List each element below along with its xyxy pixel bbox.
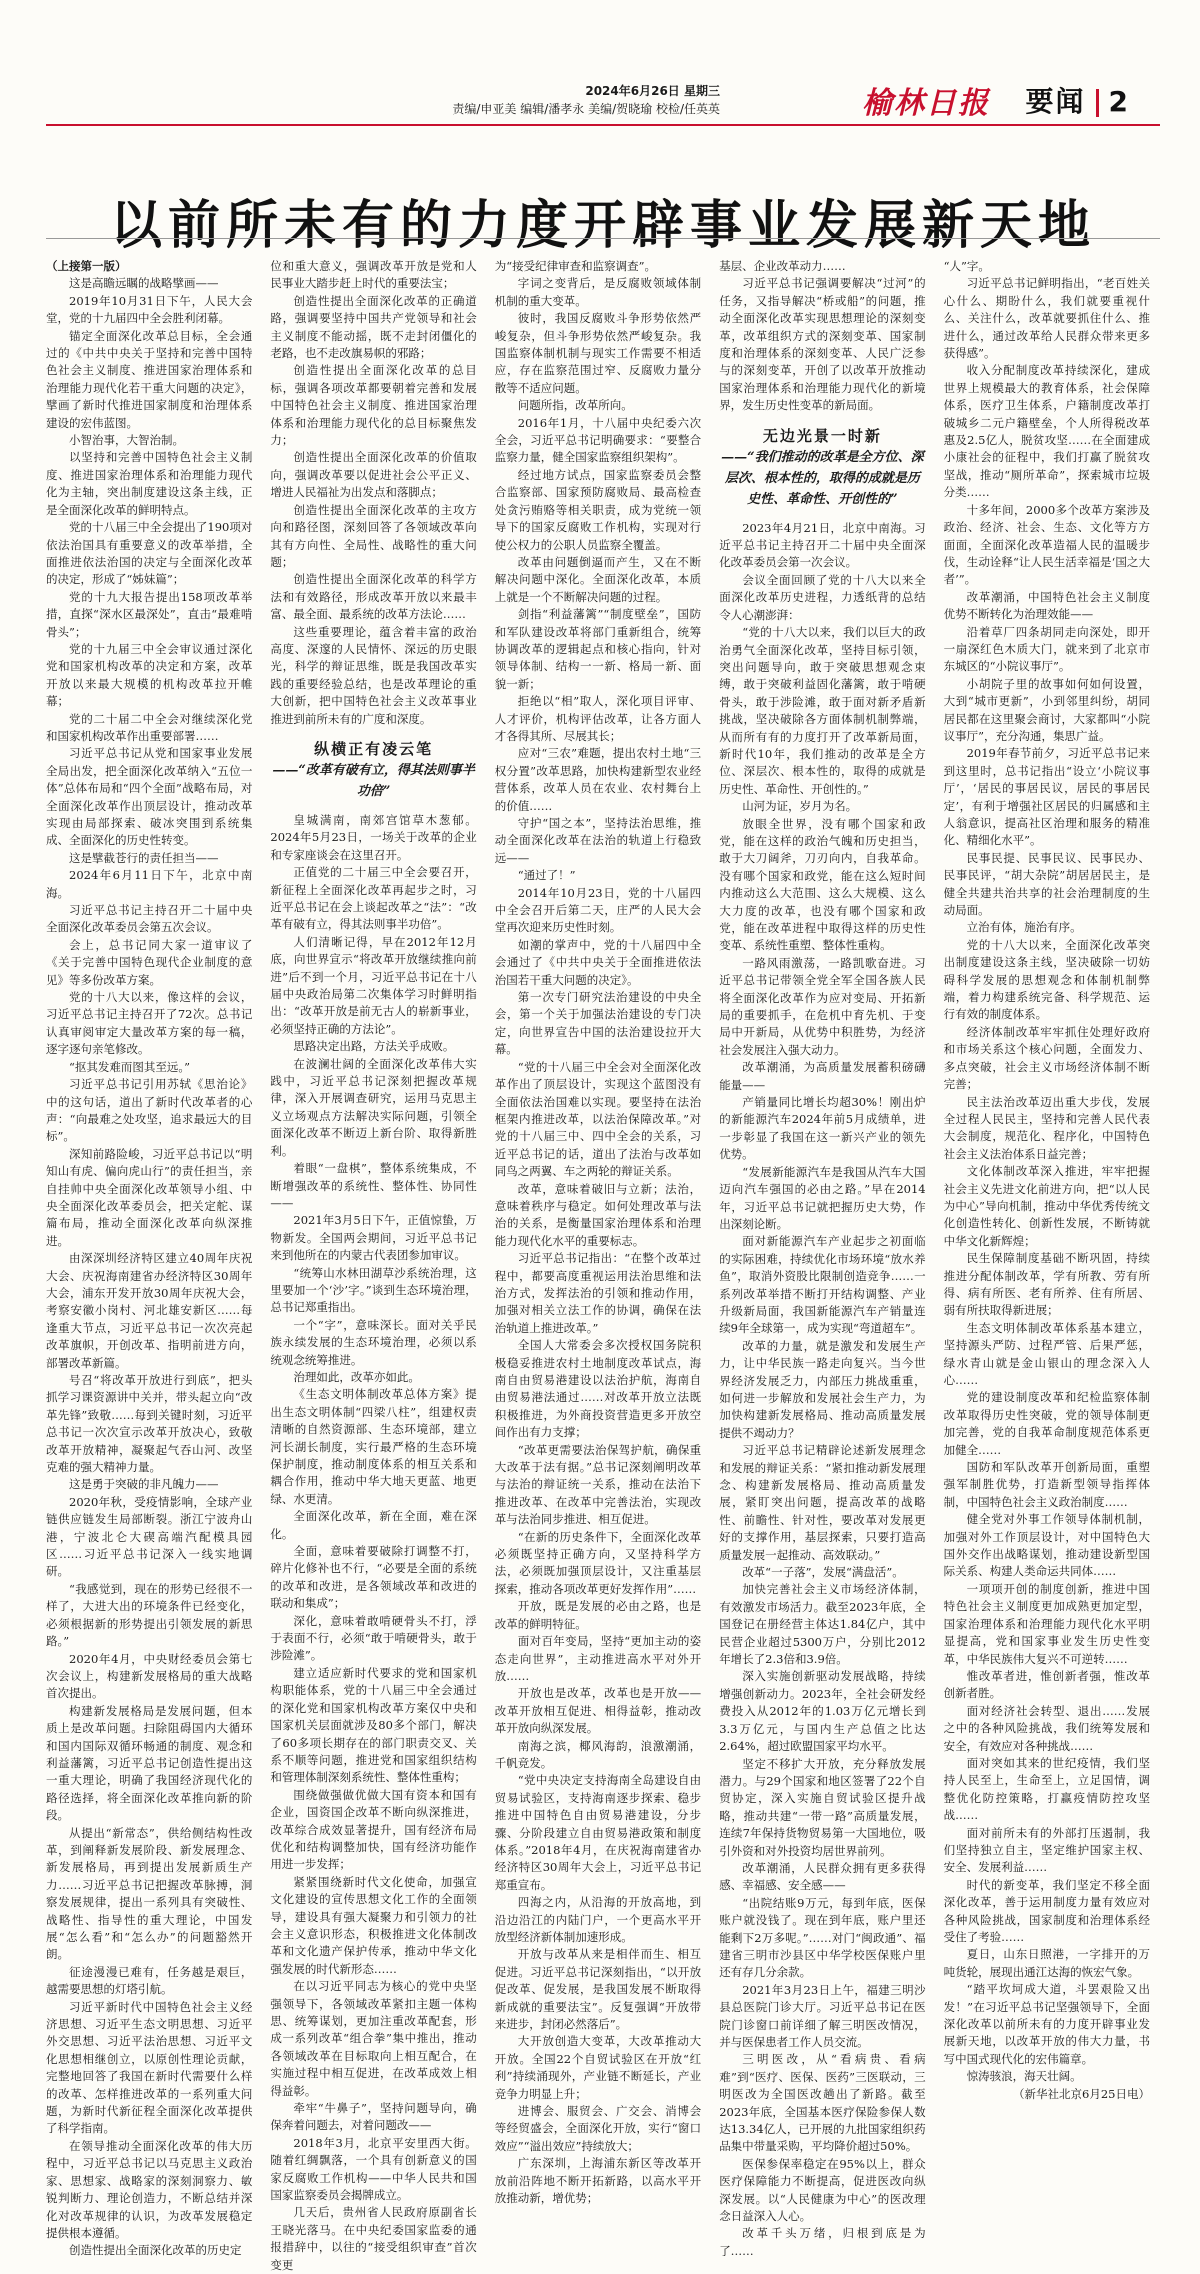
article-paragraph: 基层、企业改革动力…… <box>719 259 846 273</box>
article-paragraph: 十多年间，2000多个改革方案涉及政治、经济、社会、生态、文化等方方面面，全面深化改革造福人民的温暖步伐，生动诠释“让人民生活幸福是‘国之大者’”。 <box>943 502 1150 587</box>
article-paragraph: 创造性提出全面深化改革的历史定 <box>69 2243 242 2258</box>
article-paragraph: 2021年3月5日下午，正值惊蛰，万物新发。全国两会期间，习近平总书记来到他所在的内蒙古代表团参加审议。 <box>270 1213 477 1263</box>
article-body <box>46 258 1150 2272</box>
article-paragraph: 拒绝以“相”取人，深化项目评审、人才评价，机构评估改革，让各方面人才各得其所、尽展其长； <box>494 694 702 743</box>
article-paragraph: 2018年3月，北京平安里西大街。随着红绸飘落，一个具有创新意义的国家反腐败工作机构——中华人民共和国国家监察委员会揭牌成立。 <box>270 2135 477 2203</box>
issue-date: 2024年6月26日 星期三 <box>585 84 720 98</box>
article-paragraph: 应对“三农”难题，提出农村土地“三权分置”改革思路，加快构建新型农业经营体系，改革人员在农业、农村舞台上的价值…… <box>494 746 702 813</box>
article-column <box>46 258 252 2274</box>
article-paragraph: 习近平总书记精辟论述新发展理念和发展的辩证关系：“紧扣推动新发展理念、构建新发展格局、推动高质量发展，紧盯突出问题，提高改革的战略性、前瞻性、针对性，要改革对发展更好的支撑作用，基层探索，只要打造高质量发展一起推动、高效联动。” <box>719 1443 926 1562</box>
article-paragraph: 治理如此，改革亦如此。 <box>293 1369 420 1384</box>
article-paragraph: 民主法治改革迈出重大步伐，发展全过程人民民主，坚持和完善人民代表大会制度，规范化、程序化，中国特色社会主义法治体系日益完善； <box>943 1094 1150 1161</box>
article-paragraph: 习近平总书记强调要解决“过河”的任务，又指导解决“桥或船”的问题，推动全面深化改革实现思想理论的深刻变革，改革组织方式的深刻变革、国家制度和治理体系的深刻变革、人民广泛参与的深刻变革，开创了以改革开放推动国家治理体系和治理能力现代化的新境界，发生历史性变革的新局面。 <box>719 276 926 413</box>
article-paragraph: 创造性提出全面深化改革的正确道路，强调要坚持中国共产党领导和社会主义制度不能动摇，既不走封闭僵化的老路，也不走改旗易帜的邪路； <box>270 293 477 361</box>
article-paragraph: 医保参保率稳定在95%以上，群众医疗保障能力不断提高，促进医改向纵深发展。以“人民健康为中心”的医改理念日益深入人心。 <box>719 2156 926 2224</box>
article-paragraph: 字词之变背后，是反腐败领域体制机制的重大变革。 <box>494 276 702 308</box>
article-paragraph: 收入分配制度改革持续深化，建成世界上规模最大的教育体系，社会保障体系，医疗卫生体系，户籍制度改革打破城乡二元户籍壁垒，个人所得税改革惠及2.5亿人，脱贫攻坚……在全面建成小康社会的征程中，我们打赢了脱贫攻坚战，推动“厕所革命”，探索城市垃圾分类…… <box>943 363 1150 500</box>
article-paragraph: 党的十九届三中全会审议通过深化党和国家机构改革的决定和方案，改革开放以来最大规模的机构改革拉开帷幕； <box>46 641 253 709</box>
subhead-subtitle: ——“改革有破有立，得其法则事半功倍” <box>272 762 475 799</box>
article-paragraph: 2021年3月23日上午，福建三明沙县总医院门诊大厅。习近平总书记在医院门诊窗口前详细了解三明医改情况，并与医保患者工作人员交流。 <box>719 1982 926 2049</box>
section-name: 要闻 <box>1025 85 1086 118</box>
article-paragraph: 改革潮涌，为高质量发展蓄积磅礴能量—— <box>719 1060 926 1092</box>
section-label <box>1026 80 1131 120</box>
article-paragraph: 党的十八大以来，全面深化改革突出制度建设这条主线，坚决破除一切妨碍科学发展的思想观念和体制机制弊端，着力构建系统完备、科学规范、运行有效的制度体系。 <box>943 937 1150 1022</box>
article-paragraph: 紧紧围绕新时代文化使命，加强宣文化建设的宣传思想文化工作的全面领导，建设具有强大凝聚力和引领力的社会主义意识形态，积极推进文化体制改革和文化遗产保护传承，推动中华文化强发展的时代新形态…… <box>270 1874 477 1976</box>
article-paragraph: 进博会、服贸会、广交会、消博会等经贸盛会，全面深化开放，实行“窗口效应”“溢出效应”持续放大； <box>494 2104 702 2153</box>
article-column <box>719 258 925 2274</box>
article-paragraph: 2019年10月31日下午，人民大会堂，党的十九届四中全会胜利闭幕。 <box>46 293 253 326</box>
article-paragraph: 如潮的掌声中，党的十八届四中全会通过了《中共中央关于全面推进依法治国若干重大问题的决定》。 <box>494 937 702 987</box>
article-paragraph: 构建新发展格局是发展问题，但本质上是改革问题。扫除阻碍国内大循环和国内国际双循环畅通的制度、观念和利益藩篱，习近平总书记创造性提出这一重大理论，明确了我国经济现代化的路径选择，将全面深化改革推向新的阶段。 <box>46 1703 253 1823</box>
article-paragraph: 2019年春节前夕，习近平总书记来到这里时，总书记指出“设立‘小院议事厅’，‘居民的事居民议，居民的事居民定’，有利于增强社区居民的归属感和主人翁意识，提高社区治理和服务的精准化、精细化水平”。 <box>943 746 1150 848</box>
article-paragraph: 正值党的二十届三中全会要召开，新征程上全面深化改革再起步之时，习近平总书记在会上谈起改革之“法”：“改革有破有立，得其法则事半功倍”。 <box>270 865 477 932</box>
article-paragraph: （新华社北京6月25日电） <box>1013 2086 1150 2101</box>
article-paragraph: 广东深圳，上海浦东新区等改革开放前沿阵地不断开拓新路，以高水平开放推动新，增优势； <box>494 2156 702 2206</box>
article-paragraph: 锚定全面深化改革总目标，全会通过的《中共中央关于坚持和完善中国特色社会主义制度、推进国家治理体系和治理能力现代化若干重大问题的决定》，擘画了新时代推进国家制度和治理体系建设的宏伟蓝图。 <box>46 328 253 430</box>
article-paragraph: 习近平总书记指出：“在整个改革过程中，都要高度重视运用法治思维和法治方式，发挥法治的引领和推动作用，加强对相关立法工作的协调，确保在法治轨道上推进改革。” <box>494 1251 702 1335</box>
article-paragraph: 位和重大意义，强调改革开放是党和人民事业大踏步赶上时代的重要法宝； <box>270 259 477 291</box>
headline-rule <box>46 238 1160 239</box>
article-paragraph: 2023年4月21日，北京中南海。习近平总书记主持召开二十届中央全面深化改革委员会第一次会议。 <box>719 520 926 570</box>
article-paragraph: “我感觉到，现在的形势已经很不一样了，大进大出的环境条件已经变化，必须根据新的形势提出引领发展的新思路。” <box>46 1581 253 1649</box>
article-paragraph: 面对百年变局，坚持“更加主动的姿态走向世界”，主动推进高水平对外开放…… <box>494 1634 702 1683</box>
article-paragraph: 惊涛骇浪，海天壮阔。 <box>966 2069 1082 2084</box>
article-paragraph: 一个“字”，意味深长。面对关乎民族永续发展的生态环境治理，必须以系统观念统筹推进。 <box>270 1317 477 1367</box>
article-paragraph: 从提出“新常态”，供给侧结构性改革，到阐释新发展阶段、新发展理念、新发展格局，再到提出发展新质生产力……习近平总书记把握改革脉搏，洞察发展规律，提出一系列具有突破性、战略性、指导性的重大理论，中国发展“怎么看”和“怎么办”的问题豁然开朗。 <box>46 1825 253 1962</box>
subhead-title: 无边光景一时新 <box>762 426 882 445</box>
article-paragraph: 南海之滨，椰风海韵，浪激潮涌，千帆竞发。 <box>494 1738 702 1770</box>
article-paragraph: 这些重要理论，蕴含着丰富的政治高度、深邃的人民情怀、深远的历史眼光，科学的辩证思维，既是我国改革实践的重要经验总结，也是改革理论的重大创新，把中国特色社会主义改革事业推进到前所未有的广度和深度。 <box>270 624 477 726</box>
article-paragraph: “发展新能源汽车是我国从汽车大国迈向汽车强国的必由之路。”早在2014年，习近平总书记就把握历史大势，作出深刻论断。 <box>719 1164 926 1231</box>
article-paragraph: 在以习近平同志为核心的党中央坚强领导下，各领域改革紧扣主题一体构思、统筹谋划，更加注重改革配套，形成一系列改革“组合拳”集中推出，推动各领域改革在目标取向上相互配合，在实施过程中相互促进，在改革成效上相得益彰。 <box>270 1979 477 2098</box>
article-paragraph: 守护“国之本”，坚持法治思维，推动全面深化改革在法治的轨道上行稳致远—— <box>494 816 702 865</box>
section-subhead <box>719 425 925 510</box>
article-paragraph: 放眼全世界，没有哪个国家和政党，能在这样的政治气魄和历史担当，敢于大刀阔斧，刀刃向内，自我革命。没有哪个国家和政党，能在这么短时间内推动这么大范围、这么大规模、这么大力度的改革，也没有哪个国家和政党，能在改革进程中取得这样的历史性变革、系统性重塑、整体性重构。 <box>719 816 926 953</box>
article-paragraph: 会议全面回顾了党的十八大以来全面深化改革历史进程，力透纸背的总结令人心潮澎湃： <box>719 572 926 622</box>
article-paragraph: 人们清晰记得，早在2012年12月底，向世界宣示“将改革开放继续推向前进”后不到一个月，习近平总书记在十八届中央政治局第二次集体学习时鲜明指出：“改革开放是前无古人的崭新事业，必须坚持正确的方法论”。 <box>270 934 477 1036</box>
article-paragraph: “党的十八大以来，我们以巨大的政治勇气全面深化改革，坚持目标引领，突出问题导向，敢于突破思想观念束缚，敢于突破利益固化藩篱，敢于啃硬骨头，敢于涉险滩，敢于面对新矛盾新挑战，坚决破除各方面体制机制弊端，从而所有有的力度打开了改革新局面，新时代10年，我们推动的改革是全方位、深层次、根本性的，取得的成就是历史性、革命性、开创性的。” <box>719 625 926 796</box>
article-paragraph: 健全党对外事工作领导体制机制，加强对外工作顶层设计，对中国特色大国外交作出战略谋划，推动建设新型国际关系、构建人类命运共同体…… <box>943 1512 1150 1579</box>
article-column <box>944 258 1150 2274</box>
article-paragraph: 小胡院子里的故事如何如何设置，大到“城市更新”，小到邻里纠纷，胡同居民都在这里聚会商讨，大家都叫“小院议事厅”，充分沟通，集思广益。 <box>943 676 1150 743</box>
article-paragraph: 在波澜壮阔的全面深化改革伟大实践中，习近平总书记深刻把握改革规律，深入开展调查研究，运用马克思主义立场观点方法解决实际问题，引领全面深化改革不断迈上新台阶、取得新胜利。 <box>270 1056 477 1158</box>
article-paragraph: 立治有体，施治有序。 <box>966 920 1082 935</box>
subhead-title: 纵横正有凌云笔 <box>314 739 434 758</box>
article-paragraph: 改革的力量，就是激发和发展生产力，让中华民族一路走向复兴。当今世界经济发展乏力，内部压力挑战重重，如何进一步解放和发展社会生产力，为加快构建新发展格局、推动高质量发展提供不竭动力？ <box>719 1338 926 1440</box>
article-paragraph: “通过了！” <box>517 868 576 883</box>
article-paragraph: 国防和军队改革开创新局面，重塑强军制胜优势，打造新型领导指挥体制，中国特色社会主义政治制度…… <box>943 1460 1150 1509</box>
article-paragraph: 经过地方试点，国家监察委员会整合监察部、国家预防腐败局、最高检查处贪污贿赂等相关职责，成为党统一领导下的国家反腐败工作机构，实现对行使公权力的公职人员监察全覆盖。 <box>494 467 702 552</box>
article-paragraph: 民事民提、民事民议、民事民办、民事民评，“胡大杂院”胡居居民主，是健全共建共治共享的社会治理制度的生动局面。 <box>943 850 1150 918</box>
article-paragraph: 面对突如其来的世纪疫情，我们坚持人民至上，生命至上，立足国情，调整优化防控策略，打赢疫情防控攻坚战…… <box>943 1755 1150 1823</box>
article-paragraph: 围绕做强做优做大国有资本和国有企业，国资国企改革不断向纵深推进，改革综合成效显著提升，国有经济布局优化和结构调整加快，国有经济功能作用进一步发挥； <box>270 1787 477 1872</box>
article-paragraph: （上接第一版） <box>46 259 127 273</box>
article-paragraph: 深知前路险峻，习近平总书记以“明知山有虎、偏向虎山行”的责任担当，亲自挂帅中央全面深化改革领导小组、中央全面深化改革委员会，把关定舵、谋篇布局，推动全面深化改革向纵深推进。 <box>46 1146 253 1248</box>
article-paragraph: 剑指“利益藩篱”“制度壁垒”，国防和军队建设改革将部门重新组合，统筹协调改革的逻辑起点和核心指向，针对领导体制、结构一一新、格局一新、面貌一新； <box>494 607 702 691</box>
article-paragraph: 一项项开创的制度创新，推进中国特色社会主义制度更加成熟更加定型，国家治理体系和治理能力现代化水平明显提高，党和国家事业发生历史性变革，中华民族伟大复兴不可逆转…… <box>943 1581 1150 1666</box>
article-paragraph: 全面，意味着要破除打调整不打，碎片化修补也不行，“必要是全面的系统的改革和改进，是各领域改革和改进的联动和集成”； <box>270 1544 477 1611</box>
article-paragraph: 文化体制改革深入推进，牢牢把握社会主义先进文化前进方向，把“以人民为中心”导向机制，推动中华优秀传统文化创造性转化、创新性发展，不断铸就中华文化新辉煌； <box>943 1164 1150 1248</box>
article-paragraph: 党的十九大报告提出158项改革举措，直探“深水区最深处”，直击“最难啃骨头”； <box>46 589 253 639</box>
article-paragraph: 一路风雨激荡，一路凯歌奋进。习近平总书记带领全党全军全国各族人民将全面深化改革作为应对变局、开拓新局的重要抓手，在危机中育先机、于变局中开新局，从优势中积胜势，为经济社会发展注入强大动力。 <box>719 955 926 1057</box>
article-paragraph: 改革“一子落”，发展“满盘活”。 <box>742 1565 904 1580</box>
article-paragraph: 产销量同比增长均超30%！刚出炉的新能源汽车2024年前5月成绩单，进一步彰显了我国在这一新兴产业的领先优势。 <box>719 1095 926 1162</box>
article-paragraph: 牵牢“牛鼻子”，坚持问题导向，确保奔着问题去，对着问题改—— <box>270 2101 477 2133</box>
article-paragraph: 改革，意味着破旧与立新；法治，意味着秩序与稳定。如何处理改革与法治的关系，是衡量国家治理体系和治理能力现代化水平的重要标志。 <box>494 1181 702 1248</box>
article-column <box>495 258 701 2274</box>
article-paragraph: 由深深圳经济特区建立40周年庆祝大会、庆祝海南建省办经济特区30周年大会，浦东开发开放30周年庆祝大会，考察安徽小岗村、河北雄安新区……每逢重大节点，习近平总书记一次次亮起改革旗帜，开创改革、指明前进方向，部署改革新篇。 <box>46 1251 253 1370</box>
article-paragraph: 沿着草厂四条胡同走向深处，即开一扇深红色木质大门，就来到了北京市东城区的“小院议事厅”。 <box>943 624 1150 674</box>
article-paragraph: 以坚持和完善中国特色社会主义制度、推进国家治理体系和治理能力现代化为主轴，突出制度建设这条主线，正是全面深化改革的鲜明特点。 <box>46 450 253 517</box>
article-paragraph: 习近平总书记从党和国家事业发展全局出发，把全面深化改革纳入“五位一体”总体布局和“四个全面”战略布局，对全面深化改革作出顶层设计，推动改革实现由局部探索、破冰突围到系统集成、全面深化的历史性转变。 <box>46 746 253 848</box>
masthead-info <box>452 82 720 118</box>
article-paragraph: 小智治事，大智治制。 <box>69 433 184 448</box>
article-paragraph: 开放与改革从来是相伴而生、相互促进。习近平总书记深刻指出，“以开放促改革、促发展，是我国发展不断取得新成就的重要法宝”。反复强调“开放带来进步，封闭必然落后”。 <box>494 1947 702 2032</box>
article-paragraph: 几天后，贵州省人民政府原副省长王晓光落马。在中央纪委国家监委的通报措辞中，以往的“接受组织审查”首次变更 <box>270 2205 477 2272</box>
article-paragraph: 改革潮涌，中国特色社会主义制度优势不断转化为治理效能—— <box>943 589 1150 622</box>
article-paragraph: “党中央决定支持海南全岛建设自由贸易试验区，支持海南逐步探索、稳步推进中国特色自由贸易港建设，分步骤、分阶段建立自由贸易港政策和制度体系。”2018年4月，在庆祝海南建省办经济特区30周年大会上，习近平总书记郑重宣布。 <box>494 1773 702 1892</box>
article-paragraph: 夏日，山东日照港，一字排开的万吨货轮，展现出通江达海的恢宏气象。 <box>943 1947 1150 1979</box>
section-divider <box>1096 89 1099 117</box>
article-paragraph: “出院结账9万元，每到年底，医保账户就没钱了。现在到年底，账户里还能剩下2万多呢。”……对门“闽政通”、福建省三明市沙县区中华学校医保账户里还有存几分余款。 <box>719 1895 926 1980</box>
article-paragraph: 第一次专门研究法治建设的中央全会，第一个关于加强法治建设的专门决定，向世界宣告中国的法治建设拉开大幕。 <box>494 990 702 1057</box>
masthead-rule <box>46 124 1160 126</box>
article-paragraph: 为“接受纪律审查和监察调查”。 <box>494 259 657 273</box>
article-paragraph: 2020年4月，中央财经委员会第七次会议上，构建新发展格局的重大战略首次提出。 <box>46 1651 253 1701</box>
article-paragraph: 创造性提出全面深化改革的主攻方向和路径图，深刻回答了各领域改革向其有方向性、全局性、战略性的重大问题； <box>270 502 477 569</box>
page-headline: 以前所未有的力度开辟事业发展新天地 <box>109 195 1096 256</box>
subhead-subtitle: ——“我们推动的改革是全方位、深层次、根本性的，取得的成就是历史性、革命性、开创性的” <box>721 449 924 507</box>
article-paragraph: 改革由问题倒逼而产生，又在不断解决问题中深化。全面深化改革，本质上就是一个不断解决问题的过程。 <box>494 554 702 604</box>
article-paragraph: 这是擘截苍行的责任担当—— <box>69 850 219 865</box>
article-paragraph: 党的建设制度改革和纪检监察体制改革取得历史性突破，党的领导体制更加完善，党的自我革命制度规范体系更加健全…… <box>943 1390 1150 1457</box>
article-paragraph: “抠其发难而图其至远。” <box>69 1059 191 1074</box>
article-paragraph: “在新的历史条件下，全面深化改革必须既坚持正确方向，又坚持科学方法，必须既加强顶层设计，又注重基层探索，推动各项改革更好发挥作用”…… <box>494 1529 702 1596</box>
article-paragraph: 全国人大常委会多次授权国务院积极稳妥推进农村土地制度改革试点，海南自由贸易港建设以法治护航，海南自由贸易港法通过……对改革开放立法既积极推进，为外商投资营造更多开放空间作出有力支撑； <box>494 1338 702 1440</box>
article-paragraph: 三明医改，从“看病贵、看病难”到“医疗、医保、医药”三医联动，三明医改为全国医改趟出了新路。截至2023年底，全国基本医疗保险参保人数达13.34亿人，已开展的九批国家组织药品集中带量采购，平均降价超过50%。 <box>719 2052 926 2154</box>
article-paragraph: 开放，既是发展的必由之路，也是改革的鲜明特征。 <box>494 1599 702 1631</box>
article-paragraph: 党的二十届二中全会对继续深化党和国家机构改革作出重要部署…… <box>46 711 253 743</box>
article-paragraph: 创造性提出全面深化改革的科学方法和有效路径，形成改革开放以来最丰富、最全面、最系统的改革方法论…… <box>270 572 477 622</box>
article-paragraph: 经济体制改革牢牢抓住处理好政府和市场关系这个核心问题，全面发力、多点突破，社会主义市场经济体制不断完善； <box>943 1024 1150 1092</box>
article-paragraph: 民生保障制度基础不断巩固，持续推进分配体制改革，学有所教、劳有所得、病有所医、老有所养、住有所居、弱有所扶取得新进展； <box>943 1251 1150 1318</box>
article-paragraph: 这是高瞻远瞩的战略擘画—— <box>69 276 219 291</box>
article-paragraph: 创造性提出全面深化改革的价值取向，强调改革要以促进社会公平正义、增进人民福祉为出发点和落脚点； <box>270 450 477 500</box>
article-paragraph: 彼时，我国反腐败斗争形势依然严峻复杂，但斗争形势依然严峻复杂。我国监察体制机制与现实工作需要不相适应，存在监察范围过窄、反腐败力量分散等不适应问题。 <box>494 311 702 395</box>
article-paragraph: 皇城满南，南郊宫馆草木葱郁。2024年5月23日，一场关于改革的企业和专家座谈会在这里召开。 <box>270 812 477 862</box>
article-paragraph: 深入实施创新驱动发展战略，持续增强创新动力。2023年，全社会研发经费投入从2012年的1.03万亿元增长到3.3万亿元，与国内生产总值之比达2.64%，超过欧盟国家平均水平。 <box>719 1669 926 1754</box>
article-paragraph: 2024年6月11日下午，北京中南海。 <box>46 868 253 900</box>
article-paragraph: “统筹山水林田湖草沙系统治理，这里要加一个‘沙’字。”谈到生态环境治理，总书记郑重指出。 <box>270 1265 477 1315</box>
article-paragraph: 在领导推动全面深化改革的伟大历程中，习近平总书记以马克思主义政治家、思想家、战略家的深刻洞察力、敏锐判断力、理论创造力，不断总结并深化对改革规律的认识，为改革发展稳定提供根本遵循。 <box>46 2138 253 2240</box>
article-paragraph: 《生态文明体制改革总体方案》提出生态文明体制“四梁八柱”，组建权责清晰的自然资源部、生态环境部，建立河长湖长制度，实行最严格的生态环境保护制度，推动制度体系的相互关系和耦合作用，推动中华大地天更蓝、地更绿、水更清。 <box>270 1387 477 1506</box>
newspaper-logo: 榆林日报 <box>862 86 990 121</box>
article-paragraph: 党的十八大以来，像这样的会议，习近平总书记主持召开了72次。总书记认真审阅审定大量改革方案的每一稿，逐字逐句亲笔修改。 <box>46 990 253 1057</box>
article-paragraph: 改革千头万绪，归根到底是为了…… <box>719 2226 926 2258</box>
article-paragraph: 山河为证，岁月为名。 <box>742 799 858 814</box>
article-paragraph: 生态文明体制改革体系基本建立，坚持源头严防、过程严管、后果严惩，绿水青山就是金山银山的理念深入人心…… <box>943 1320 1150 1387</box>
article-paragraph: 全面深化改革，新在全面，难在深化。 <box>270 1509 477 1541</box>
article-paragraph: 党的十八届三中全会提出了190项对依法治国具有重要意义的改革举措，全面推进依法治国的决定与全面深化改革的决定，形成了“姊妹篇”； <box>46 520 253 587</box>
page-number: 2 <box>1108 85 1130 118</box>
article-column <box>270 258 476 2274</box>
article-paragraph: “人”字。 <box>943 259 990 273</box>
article-paragraph: 会上，总书记同大家一道审议了《关于完善中国特色现代企业制度的意见》等多份改革方案。 <box>46 937 253 987</box>
article-paragraph: 建立适应新时代要求的党和国家机构职能体系，党的十八届三中全会通过的深化党和国家机构改革方案仅中央和国家机关层面就涉及80多个部门，解决了60多项长期存在的部门职责交叉、关系不顺等问题，推进党和国家组织结构和管理体制深刻系统性、整体性重构； <box>270 1665 477 1785</box>
editors-line: 责编/申亚美 编辑/潘孝永 美编/贺晓瑜 校检/任英英 <box>452 102 720 116</box>
article-paragraph: 着眼“一盘棋”，整体系统集成，不断增强改革的系统性、整体性、协同性—— <box>270 1161 477 1210</box>
masthead <box>46 82 1160 122</box>
article-paragraph: 大开放创造大变革，大改革推动大开放。全国22个自贸试验区在开放“红利”持续涌现外，产业链不断延长，产业竞争力明显上升； <box>494 2034 702 2101</box>
article-paragraph: 征途漫漫已难有，任务越是艰巨，越需要思想的灯塔引航。 <box>46 1964 253 1997</box>
article-paragraph: 面对经济社会转型、退出……发展之中的各种风险挑战，我们统筹发展和安全，有效应对各种挑战…… <box>943 1703 1150 1753</box>
article-paragraph: 加快完善社会主义市场经济体制，有效激发市场活力。截至2023年底，全国登记在册经营主体达1.84亿户，其中民营企业超过5300万户，分别比2012年增长了2.3倍和3.9倍。 <box>719 1582 926 1667</box>
article-paragraph: 四海之内，从沿海的开放高地，到沿边沿江的内陆门户，一个更高水平开放型经济新体制加速形成。 <box>494 1895 702 1944</box>
article-paragraph: 2016年1月，十八届中央纪委六次全会，习近平总书记明确要求：“要整合监察力量，健全国家监察组织架构”。 <box>494 415 702 465</box>
article-paragraph: 习近平总书记鲜明指出，“老百姓关心什么、期盼什么，我们就要重视什么、关注什么，改革就要抓住什么、推进什么，通过改革给人民群众带来更多获得感”。 <box>943 276 1150 361</box>
article-paragraph: 号召“将改革开放进行到底”，把头抓学习课资源讲中关并，带头起立向“改革先锋”致敬……每到关键时刻，习近平总书记一次次宣示改革开放决心，致敬改革开放精神，凝聚起气吞山河、改坚克难的强大精神力量。 <box>46 1373 253 1475</box>
article-paragraph: 习近平新时代中国特色社会主义经济思想、习近平生态文明思想、习近平外交思想、习近平法治思想、习近平文化思想相继创立，以原创性理论贡献，完整地回答了我国在新时代需要什么样的改革、怎样推进改革的一系列重大问题，为新时代新征程全面深化改革提供了科学指南。 <box>46 1999 253 2136</box>
article-paragraph: 创造性提出全面深化改革的总目标，强调各项改革都要朝着完善和发展中国特色社会主义制度、推进国家治理体系和治理能力现代化的总目标聚焦发力； <box>270 363 477 448</box>
article-paragraph: 深化，意味着敢啃硬骨头不打，浮于表面不行，必须“敢于啃硬骨头，敢于涉险滩”。 <box>270 1613 477 1663</box>
article-paragraph: 这是勇于突破的非凡魄力—— <box>69 1477 219 1492</box>
article-paragraph: 面对新能源汽车产业起步之初面临的实际困难，持续优化市场环境“放水养鱼”，取消外资股比限制创造竞争……一系列改革举措不断打开结构调整、产业升级新局面，我国新能源汽车产销量连续9年全球第一，成为实现“弯道超车”。 <box>719 1234 926 1336</box>
article-paragraph: “改革更需要法治保驾护航，确保重大改革于法有据。”总书记深刻阐明改革与法治的辩证统一关系，推动在法治下推进改革、在改革中完善法治，实现改革与法治同步推进、相互促进。 <box>494 1442 702 1527</box>
article-paragraph: “踏平坎坷成大道，斗罢艰险又出发！”在习近平总书记坚强领导下，全面深化改革以前所未有的力度开辟事业发展新天地，以改革开放的伟大力量，书写中国式现代化的宏伟篇章。 <box>943 1982 1150 2066</box>
article-paragraph: 面对前所未有的外部打压遏制，我们坚持独立自主，坚定维护国家主权、安全、发展利益…… <box>943 1825 1150 1875</box>
article-paragraph: 2020年秋，受疫情影响，全球产业链供应链发生局部断裂。浙江宁波舟山港，宁波北仑大碶高端汽配模具园区……习近平总书记深入一线实地调研。 <box>46 1494 253 1579</box>
article-paragraph: “党的十八届三中全会对全面深化改革作出了顶层设计，实现这个蓝图没有全面依法治国难以实现。要坚持在法治框架内推进改革，以法治保障改革。”对党的十八届三中、四中全会的关系，习近平总书记的话，道出了法治与改革如同鸟之两翼、车之两轮的辩证关系。 <box>494 1059 702 1179</box>
article-paragraph: 时代的新变革，我们坚定不移全面深化改革，善于运用制度力量有效应对各种风险挑战，国家制度和治理体系经受住了考验…… <box>943 1877 1150 1944</box>
article-paragraph: 问题所指，改革所向。 <box>517 398 633 413</box>
article-paragraph: 惟改革者进，惟创新者强，惟改革创新者胜。 <box>943 1668 1150 1701</box>
article-paragraph: 2014年10月23日，党的十八届四中全会召开后第二天，庄严的人民大会堂再次迎来历史性时刻。 <box>494 885 702 935</box>
article-paragraph: 坚定不移扩大开放，充分释放发展潜力。与29个国家和地区签署了22个自贸协定，深入实施自贸试验区提升战略，推动共建“一带一路”高质量发展，连续7年保持货物贸易第一大国地位，吸引外资和对外投资均居世界前列。 <box>719 1756 926 1858</box>
article-paragraph: 思路决定出路，方法关乎成败。 <box>293 1039 455 1054</box>
article-paragraph: 改革潮涌，人民群众拥有更多获得感、幸福感、安全感—— <box>719 1860 926 1893</box>
section-subhead <box>270 738 476 802</box>
article-paragraph: 习近平总书记主持召开二十届中央全面深化改革委员会第五次会议。 <box>46 903 253 935</box>
article-paragraph: 开放也是改革，改革也是开放——改革开放相互促进、相得益彰，推动改革开放向纵深发展。 <box>494 1686 702 1736</box>
article-paragraph: 习近平总书记引用苏轼《思治论》中的这句话，道出了新时代改革者的心声：“向最难之处攻坚，追求最远大的目标”。 <box>46 1077 253 1144</box>
